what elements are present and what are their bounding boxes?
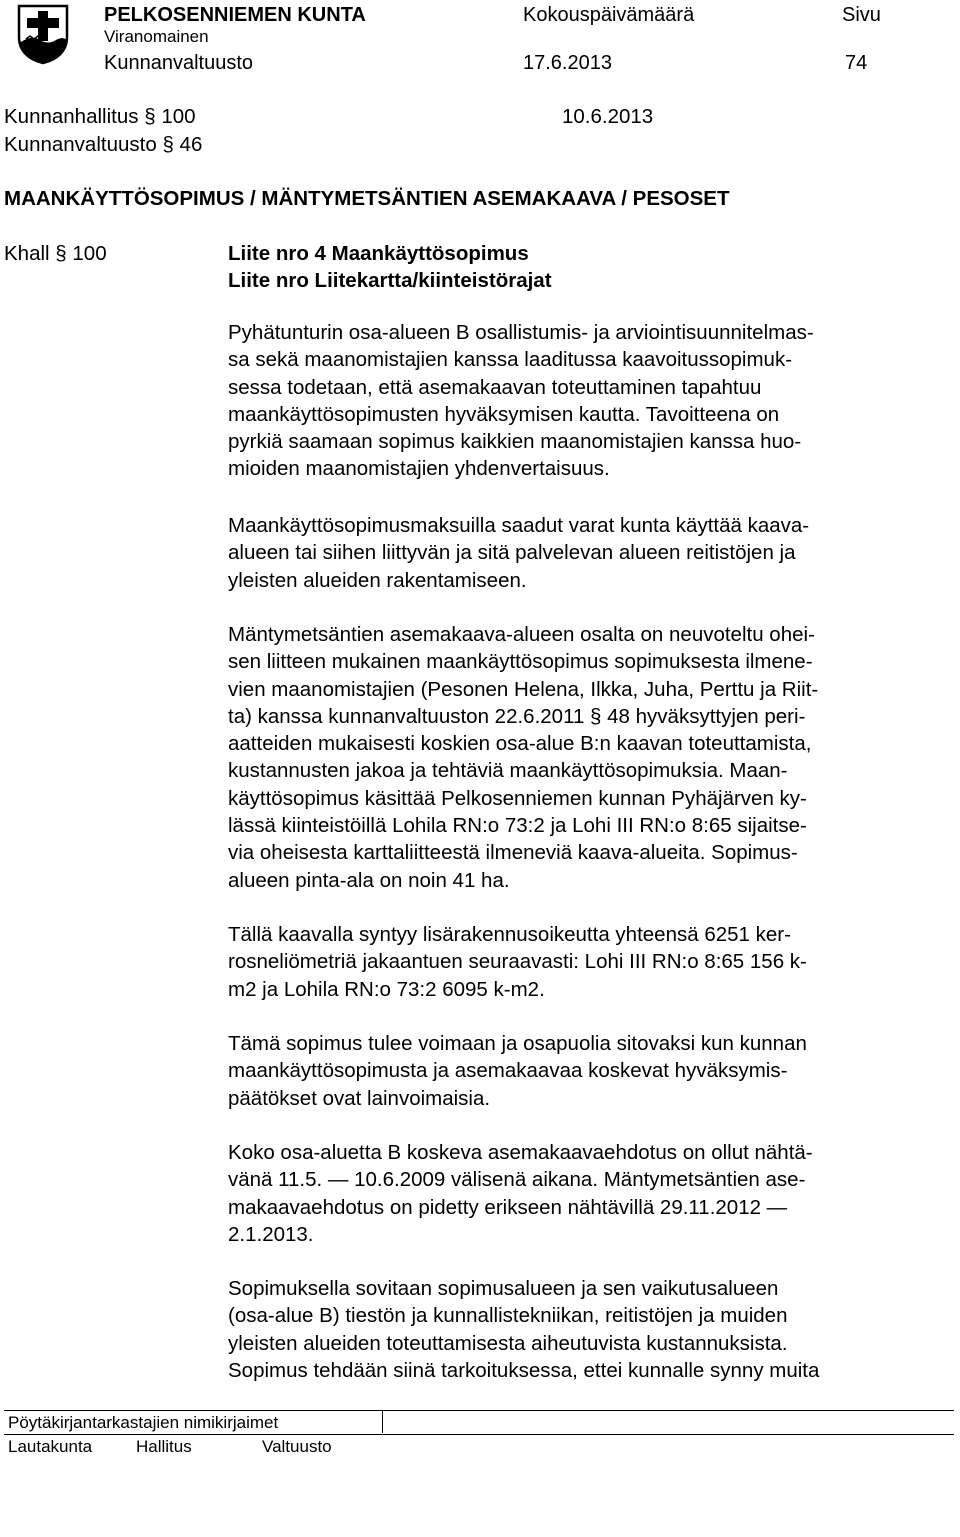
valtuusto-reference bbox=[4, 131, 202, 158]
coat-of-arms-icon bbox=[16, 3, 70, 70]
paragraph-line: alueen tai siihen liittyvän ja sitä palvelevan alueen reitistöjen ja bbox=[228, 541, 796, 565]
footer-divider-vertical bbox=[382, 1411, 383, 1433]
hallitus-reference bbox=[4, 103, 196, 130]
meeting-date-label: Kokouspäivämäärä bbox=[523, 4, 695, 26]
paragraph-line: maankäyttösopimusta ja asemakaavaa koskevat hyväksymis- bbox=[228, 1059, 788, 1083]
paragraph-line: Mäntymetsäntien asemakaava-alueen osalta on neuvoteltu ohei- bbox=[228, 623, 815, 646]
paragraph-5 bbox=[228, 1030, 928, 1112]
paragraph-7 bbox=[228, 1275, 928, 1384]
paragraph-line: sa sekä maanomistajien kanssa laaditussa kaavoitussopimuk- bbox=[228, 348, 793, 372]
paragraph-3 bbox=[228, 621, 928, 894]
paragraph-line: yleisten alueiden toteuttamisesta aiheutuvista kustannuksista. bbox=[228, 1331, 788, 1355]
paragraph-line: pyrkiä saamaan sopimus kaikkien maanomistajien kanssa huo- bbox=[228, 430, 802, 454]
paragraph-line: ta) kanssa kunnanvaltuuston 22.6.2011 § 48 hyväksyttyjen peri- bbox=[228, 704, 806, 728]
paragraph-line: sen liitteen mukainen maankäyttösopimus sopimuksesta ilmene- bbox=[228, 650, 813, 674]
paragraph-line: lässä kiinteistöillä Lohila RN:o 73:2 ja Lohi III RN:o 8:65 sijaitse- bbox=[228, 814, 807, 838]
section-sign-icon: § bbox=[144, 105, 156, 128]
khall-reference bbox=[4, 240, 107, 267]
attachment-2: Liite nro Liitekartta/kiinteistörajat bbox=[228, 269, 552, 292]
paragraph-4 bbox=[228, 921, 928, 1003]
page-number: 74 bbox=[845, 52, 868, 74]
paragraph-line: Sopimus tehdään siinä tarkoituksessa, ettei kunnalle synny muita bbox=[228, 1358, 820, 1382]
page-label: Sivu bbox=[842, 4, 881, 26]
paragraph-6 bbox=[228, 1139, 928, 1248]
paragraph-line: kustannusten jakoa ja tehtäviä maankäyttösopimuksia. Maan- bbox=[228, 759, 788, 783]
footer-divider bbox=[4, 1434, 954, 1435]
paragraph-line: rosneliömetriä jakaantuen seuraavasti: Lohi III RN:o 8:65 156 k- bbox=[228, 950, 807, 974]
authority-name: Kunnanvaltuusto bbox=[104, 52, 254, 74]
footer-col-valtuusto: Valtuusto bbox=[262, 1437, 332, 1456]
paragraph-line: vänä 11.5. — 10.6.2009 välisenä aikana. Mäntymetsäntien ase- bbox=[228, 1168, 806, 1192]
municipality-name: PELKOSENNIEMEN KUNTA bbox=[104, 4, 366, 26]
paragraph-line: päätökset ovat lainvoimaisia. bbox=[228, 1086, 491, 1110]
paragraph-line: Maankäyttösopimusmaksuilla saadut varat kunta käyttää kaava- bbox=[228, 514, 810, 537]
paragraph-line: sessa todetaan, että asemakaavan toteuttaminen tapahtuu bbox=[228, 375, 762, 399]
paragraph-1 bbox=[228, 319, 928, 483]
paragraph-line: Pyhätunturin osa-alueen B osallistumis- ja arviointisuunnitelmas- bbox=[228, 321, 814, 344]
paragraph-line: yleisten alueiden rakentamiseen. bbox=[228, 568, 527, 592]
footer-col-lautakunta: Lautakunta bbox=[8, 1437, 93, 1456]
paragraph-line: Tällä kaavalla syntyy lisärakennusoikeutta yhteensä 6251 ker- bbox=[228, 923, 791, 946]
hallitus-section: 100 bbox=[161, 105, 196, 128]
paragraph-line: aatteiden mukaisesti koskien osa-alue B:n kaavan toteuttamista, bbox=[228, 732, 812, 756]
hallitus-date: 10.6.2013 bbox=[562, 105, 654, 128]
section-sign-icon: § bbox=[162, 133, 174, 156]
paragraph-line: m2 ja Lohila RN:o 73:2 6095 k-m2. bbox=[228, 977, 545, 1001]
authority-label: Viranomainen bbox=[104, 27, 209, 46]
footer-col-hallitus: Hallitus bbox=[136, 1437, 192, 1456]
document-title: MAANKÄYTTÖSOPIMUS / MÄNTYMETSÄNTIEN ASEMAKAAVA / PESOSET bbox=[4, 187, 730, 210]
paragraph-2 bbox=[228, 512, 928, 594]
paragraph-line: Sopimuksella sovitaan sopimusalueen ja sen vaikutusalueen bbox=[228, 1277, 779, 1300]
attachment-1: Liite nro 4 Maankäyttösopimus bbox=[228, 242, 529, 265]
signatures-label: Pöytäkirjantarkastajien nimikirjaimet bbox=[8, 1413, 279, 1432]
hallitus-name: Kunnanhallitus bbox=[4, 105, 139, 128]
paragraph-line: vien maanomistajien (Pesonen Helena, Ilkka, Juha, Perttu ja Riit- bbox=[228, 677, 819, 701]
paragraph-line: makaavaehdotus on pidetty erikseen nähtävillä 29.11.2012 — bbox=[228, 1195, 788, 1219]
paragraph-line: 2.1.2013. bbox=[228, 1222, 314, 1246]
paragraph-line: mioiden maanomistajien yhdenvertaisuus. bbox=[228, 457, 610, 481]
meeting-date: 17.6.2013 bbox=[523, 52, 612, 74]
valtuusto-section: 46 bbox=[179, 133, 203, 156]
footer-divider bbox=[4, 1410, 954, 1411]
paragraph-line: (osa-alue B) tiestön ja kunnallistekniikan, reitistöjen ja muiden bbox=[228, 1304, 788, 1328]
paragraph-line: alueen pinta-ala on noin 41 ha. bbox=[228, 868, 510, 892]
valtuusto-name: Kunnanvaltuusto bbox=[4, 133, 157, 156]
paragraph-line: via oheisesta karttaliitteestä ilmeneviä kaava-alueita. Sopimus- bbox=[228, 841, 798, 865]
khall-label: Khall bbox=[4, 242, 50, 265]
paragraph-line: Koko osa-aluetta B koskeva asemakaavaehdotus on ollut nähtä- bbox=[228, 1141, 813, 1164]
khall-section: 100 bbox=[72, 242, 107, 265]
paragraph-line: Tämä sopimus tulee voimaan ja osapuolia sitovaksi kun kunnan bbox=[228, 1032, 807, 1055]
paragraph-line: maankäyttösopimusten hyväksymisen kautta. Tavoitteena on bbox=[228, 402, 780, 426]
paragraph-line: käyttösopimus käsittää Pelkosenniemen kunnan Pyhäjärven ky- bbox=[228, 786, 807, 810]
section-sign-icon: § bbox=[55, 242, 67, 265]
